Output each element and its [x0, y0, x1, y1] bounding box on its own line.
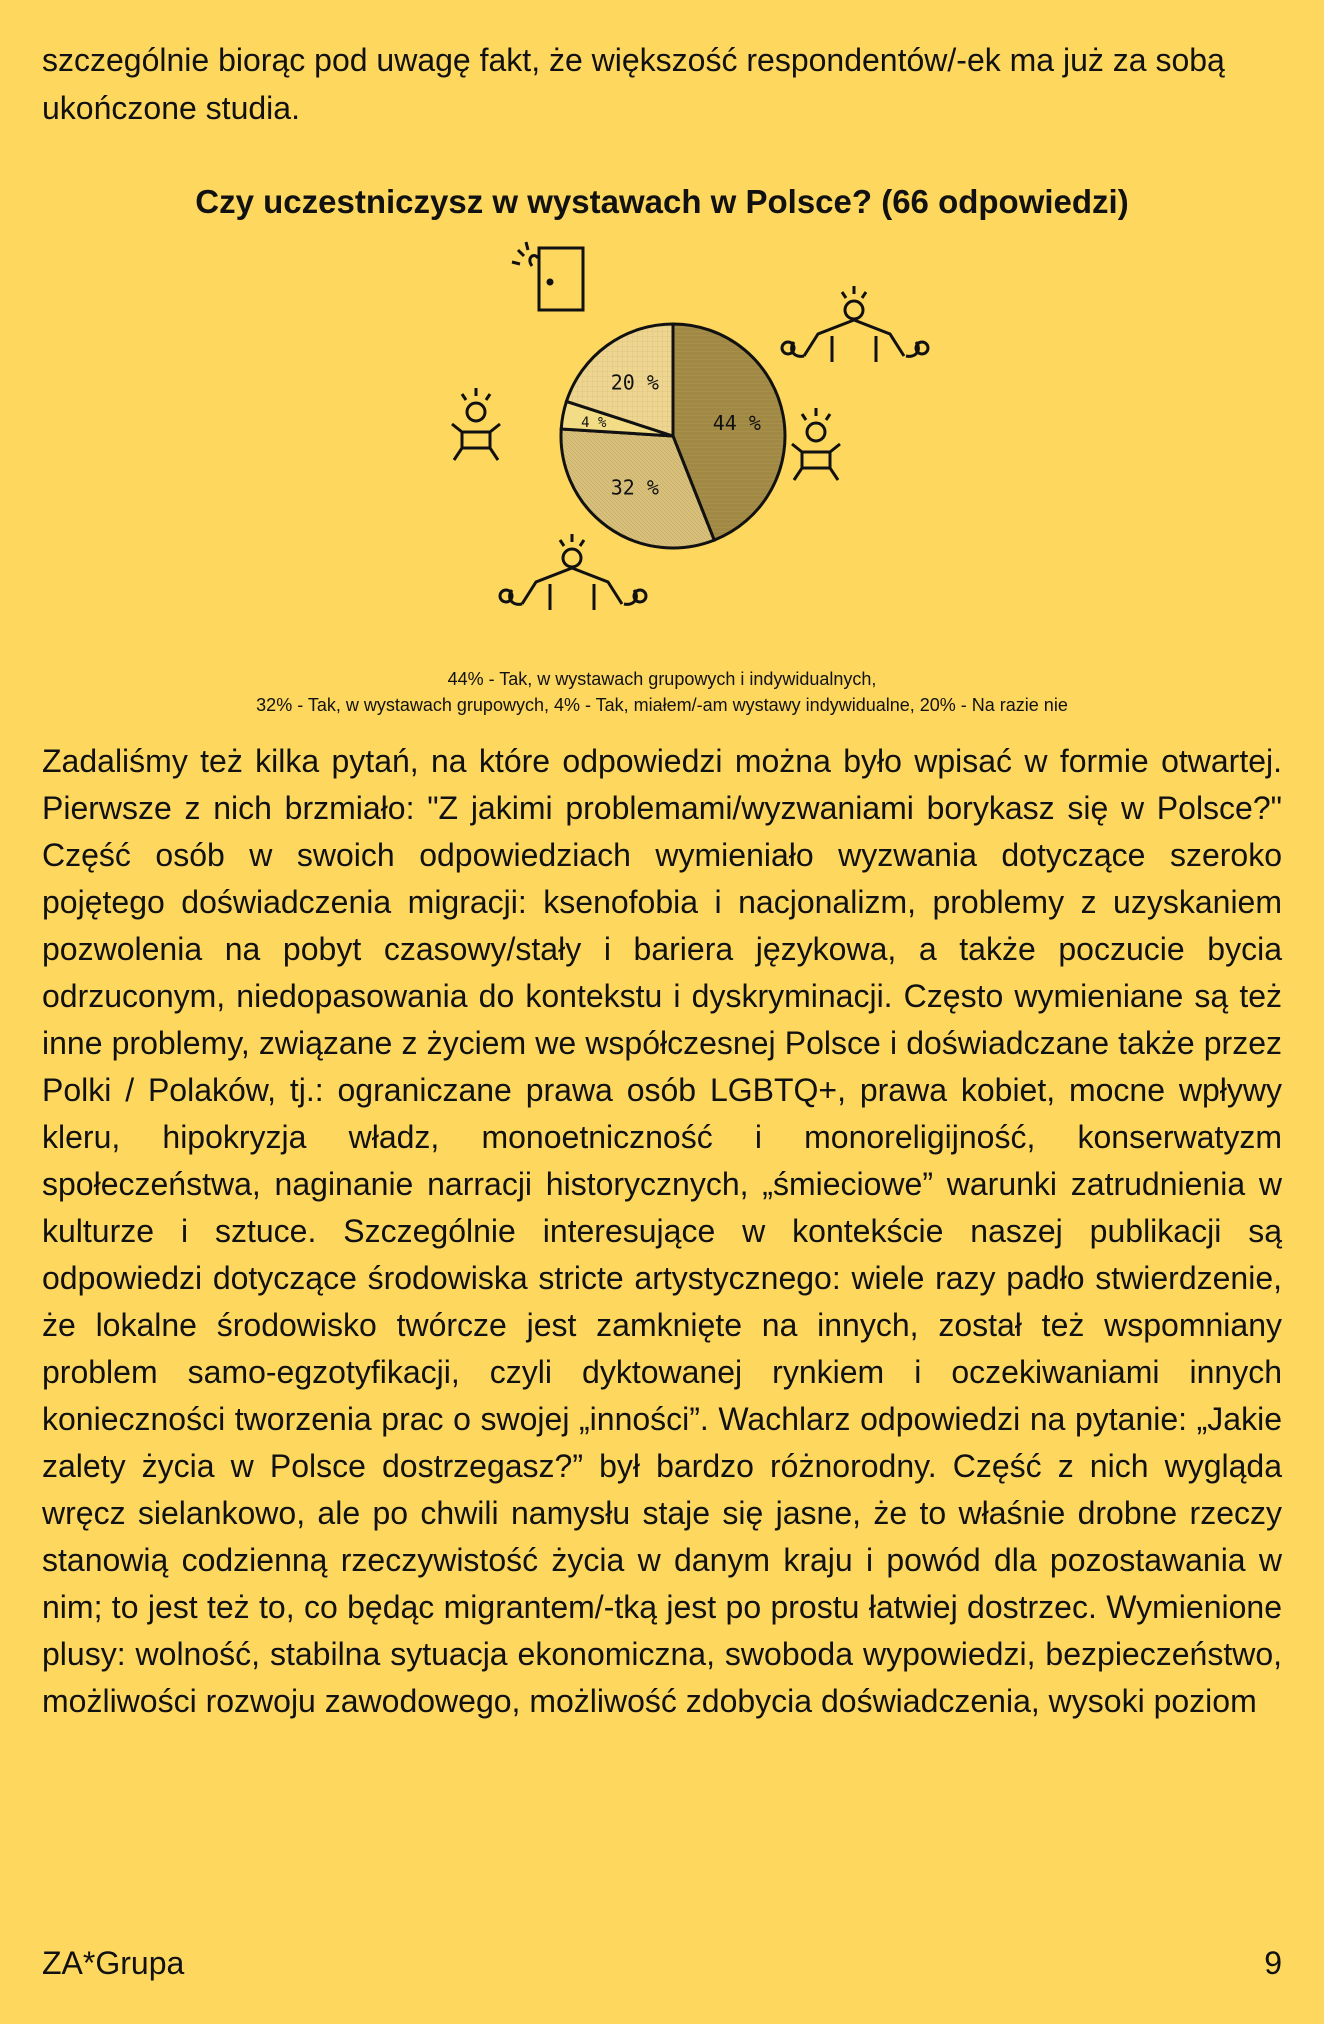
- pie-slice-label: 44 %: [712, 410, 761, 435]
- body-paragraph: Zadaliśmy też kilka pytań, na które odpowiedzi można było wpisać w formie otwartej. Pierwsze z nich brzmiało: "Z jakimi problemami/wyzwaniami borykasz się w Polsce?" Część osób w swoich odpowiedziach wymieniało wyzwania dotyczące szeroko pojętego doświadczenia migracji: ksenofobia i nacjonalizm, problemy z uzyskaniem pozwolenia na pobyt czasowy/stały i bariera językowa, a także poczucie bycia odrzuconym, niedopasowania do kontekstu i dyskryminacji. Często wymieniane są też inne problemy, związane z życiem we współczesnej Polsce i doświadczane także przez Polki / Polaków, tj.: ograniczane prawa osób LGBTQ+, prawa kobiet, mocne wpływy kleru, hipokryzja władz, monoetniczność i monoreligijność, konserwatyzm społeczeństwa, naginanie narracji historycznych, „śmieciowe” warunki zatrudnienia w kulturze i sztuce. Szczególnie interesujące w kontekście naszej publikacji są odpowiedzi dotyczące środowiska stricte artystycznego: wiele razy padło stwierdzenie, że lokalne środowisko twórcze jest zamknięte na innych, został też wspomniany problem samo-egzotyfikacji, czyli dyktowanej rynkiem i oczekiwaniami innych konieczności tworzenia prac o swojej „inności”. Wachlarz odpowiedzi na pytanie: „Jakie zalety życia w Polsce dostrzegasz?” był bardzo różnorodny. Część z nich wygląda wręcz sielankowo, ale po chwili namysłu staje się jasne, że to właśnie drobne rzeczy stanowią codzienną rzeczywistość życia w danym kraju i powód dla pozostawania w nim; to jest też to, co będąc migrantem/-tką jest po prostu łatwiej dostrzec. Wymienione plusy: wolność, stabilna sytuacja ekonomiczna, swoboda wypowiedzi, bezpieczeństwo, możliwości rozwoju zawodowego, możliwość zdobycia doświadczenia, wysoki poziom: [42, 743, 1282, 1719]
- footer-page-number: 9: [1264, 1945, 1282, 1981]
- acrobats-doodle-bottom-left: [500, 534, 646, 610]
- figure-doodle-left: [452, 388, 500, 460]
- caption-line-1: 44% - Tak, w wystawach grupowych i indywidualnych,: [447, 669, 877, 689]
- figure-doodle-right: [792, 408, 840, 480]
- caption-line-2: 32% - Tak, w wystawach grupowych, 4% - Tak, miałem/-am wystawy indywidualne, 20% - Na razie nie: [256, 695, 1068, 715]
- pie-slice-label: 32 %: [610, 475, 659, 500]
- pie-slices: [561, 324, 785, 548]
- acrobats-doodle-top-right: [782, 286, 928, 362]
- pie-chart: [42, 236, 1282, 666]
- chart-title: Czy uczestniczysz w wystawach w Polsce? (66 odpowiedzi): [195, 183, 1129, 220]
- intro-paragraph: szczególnie biorąc pod uwagę fakt, że większość respondentów/-ek ma już za sobą ukończone studia.: [42, 42, 1225, 126]
- pie-chart-figure: [42, 236, 1282, 666]
- page-content: [42, 36, 1282, 1725]
- footer-publisher: ZA*Grupa: [42, 1945, 185, 1981]
- pie-slice-label: 4 %: [581, 414, 607, 431]
- chart-caption: [42, 666, 1282, 718]
- pie-slice-label: 20 %: [610, 370, 659, 395]
- door-doodle: [512, 242, 583, 310]
